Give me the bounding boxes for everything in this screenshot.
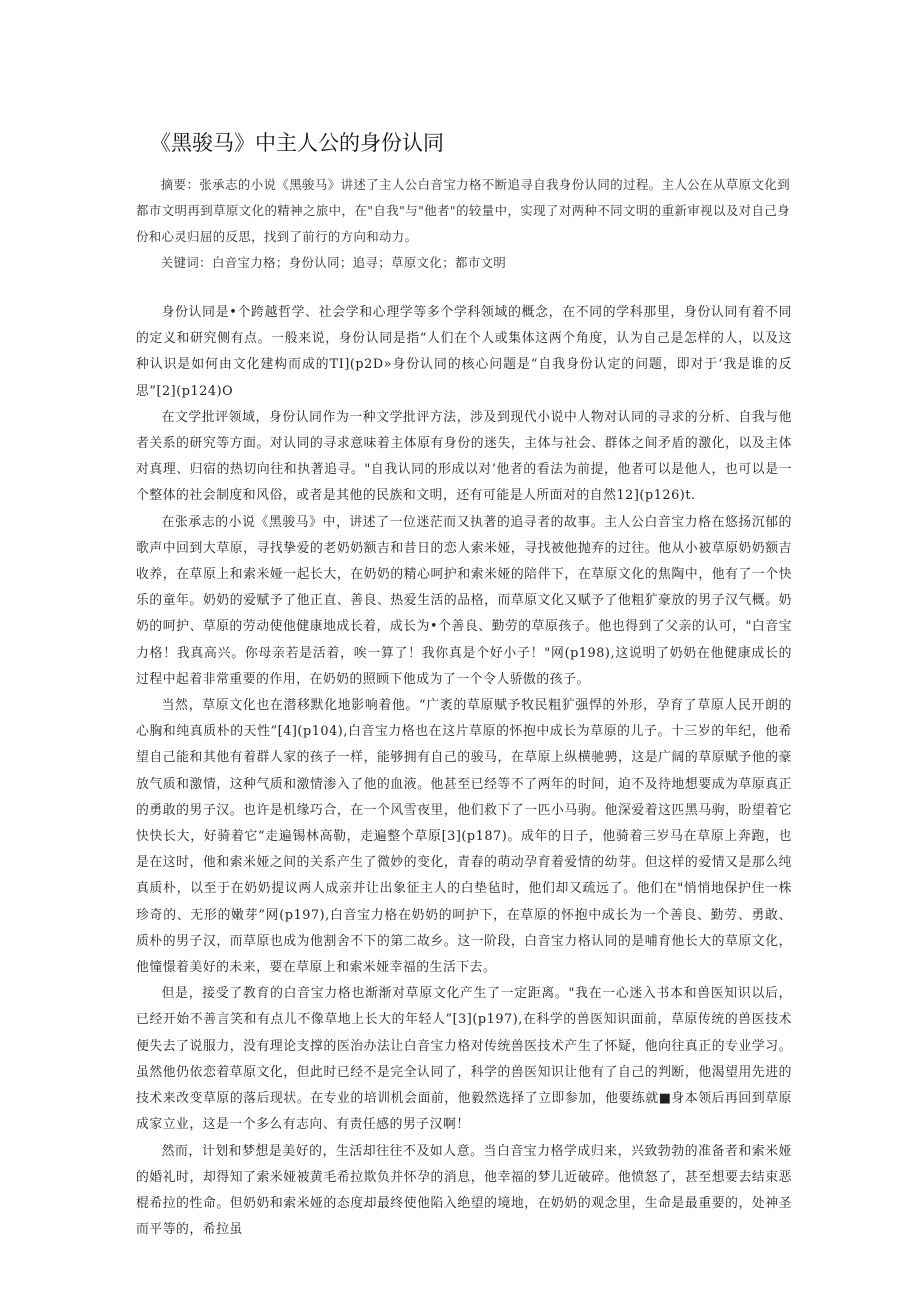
article-body — [136, 300, 792, 1243]
keywords-line: 关键词：白音宝力格；身份认同；追寻；草原文化；都市文明 — [160, 255, 507, 270]
page-title: 《黑骏马》中主人公的身份认同 — [150, 131, 444, 155]
body-paragraph: 当然，草原文化也在潜移默化地影响着他。“广袤的草原赋予牧民粗犷强悍的外形，孕育了草原人民开朗的心胸和纯真质朴的天性”[4](p104),白音宝力格也在这片草原的怀抱中成长为草原的儿子。十三岁的年纪，他希望自己能和其他有着群人家的孩子一样，能够拥有自己的骏马，在草原上纵横驰骋，这是广阔的草原赋予他的豪放气质和激情，这种气质和激情渗入了他的血液。他甚至已经等不了两年的时间，迫不及待地想要成为草原真正的勇敢的男子汉。也许是机缘巧合，在一个风雪夜里，他们救下了一匹小马驹。他深爱着这匹黑马驹，盼望着它快快长大，好骑着它“走遍锡林高勒，走遍整个草原[3](p187)。成年的日子，他骑着三岁马在草原上奔跑，也是在这时，他和索米娅之间的关系产生了微妙的变化，青春的萌动孕育着爱情的幼芽。但这样的爱情又是那么纯真质朴，以至于在奶奶提议两人成亲并让出象征主人的白垫毡时，他们却又疏远了。他们在"悄悄地保护住一株珍奇的、无形的嫩芽”网(p197),白音宝力格在奶奶的呵护下，在草原的怀抱中成长为一个善良、勤劳、勇敢、质朴的男子汉，而草原也成为他割舍不下的第二故乡。这一阶段，白音宝力格认同的是哺育他长大的草原文化，他憧憬着美好的未来，要在草原上和索米娅幸福的生活下去。 — [136, 698, 792, 976]
body-paragraph: 在张承志的小说《黑骏马》中，讲述了一位迷茫而又执著的追寻者的故事。主人公白音宝力格在悠扬沉郁的歌声中回到大草原，寻找挚爱的老奶奶额吉和昔日的恋人索米娅，寻找被他抛弃的过往。他从小被草原奶奶额吉收养，在草原上和索米娅一起长大，在奶奶的精心呵护和索米娅的陪伴下，在草原文化的焦陶中，他有了一个快乐的童年。奶奶的爱赋予了他正直、善良、热爱生活的品格，而草原文化又赋予了他粗犷豪放的男子汉气概。奶奶的呵护、草原的劳动使他健康地成长着，成长为•个善良、勤劳的草原孩子。他也得到了父亲的认可，"白音宝力格！我真高兴。你母亲若是活着，唉一算了！我你真是个好小子！"网(p198),这说明了奶奶在他健康成长的过程中起着非常重要的作用，在奶奶的照顾下他成为了一个令人骄傲的孩子。 — [136, 514, 792, 687]
body-paragraph: 身份认同是•个跨越哲学、社会学和心理学等多个学科领域的概念，在不同的学科那里，身份认同有着不同的定义和研究侧有点。一般来说，身份认同是指“人们在个人或集体这两个角度，认为自己是怎样的人，以及这种认识是如何由文化建构而成的TI](p2D»身份认同的核心问题是“自我身份认定的问题，即对于‘我是谁的反思”[2](p124)O — [136, 305, 792, 399]
body-paragraph: 在文学批评领域，身份认同作为一种文学批评方法，涉及到现代小说中人物对认同的寻求的分析、自我与他者关系的研究等方面。对认同的寻求意味着主体原有身份的迷失，主体与社会、群体之间矛盾的激化，以及主体对真理、归宿的热切向往和执著追寻。"自我认同的形成以对’他者的看法为前提，他者可以是他人，也可以是一个整体的社会制度和风俗，或者是其他的民族和文明，还有可能是人所面对的自然12](p126)t. — [136, 409, 792, 504]
abstract-paragraph: 摘要：张承志的小说《黑骏马》讲述了主人公白音宝力格不断追寻自我身份认同的过程。主人公在从草原文化到都市文明再到草原文化的精神之旅中，在"自我"与"他者"的较量中，实现了对两种不同文明的重新审视以及对自己身份和心灵归屈的反思，找到了前行的方向和动力。 — [136, 177, 790, 244]
body-paragraph: 但是，接受了教育的白音宝力格也渐渐对草原文化产生了一定距离。"我在一心迷入书本和兽医知识以后，已经开始不善言笑和有点儿不像草地上长大的年轻人”[3](p197),在科学的兽医知识面前，草原传统的兽医技术便失去了说服力，没有理论支撑的医治办法让白音宝力格对传统兽医技术产生了怀疑，他向往真正的专业学习。虽然他仍依恋着草原文化，但此时已经不是完全认同了，科学的兽医知识让他有了自己的判断，他渴望用先进的技术来改变草原的落后现状。在专业的培训机会面前，他毅然选择了立即参加，他要练就■身本领后再回到草原成家立业，这是一个多么有志向、有责任感的男子汉啊！ — [136, 986, 792, 1133]
body-paragraph: 然而，计划和梦想是美好的，生活却往往不及如人意。当白音宝力格学成归来，兴致勃勃的准备者和索米娅的婚礼时，却得知了索米娅被黄毛希拉欺负并怀孕的消息，他幸福的梦儿近破碎。他愤怒了，甚至想要去结束恶棍希拉的性命。但奶奶和索米娅的态度却最终使他陷入绝望的境地，在奶奶的观念里，生命是最重要的，处神圣而平等的，希拉虽 — [136, 1143, 792, 1238]
abstract-section — [136, 172, 790, 276]
